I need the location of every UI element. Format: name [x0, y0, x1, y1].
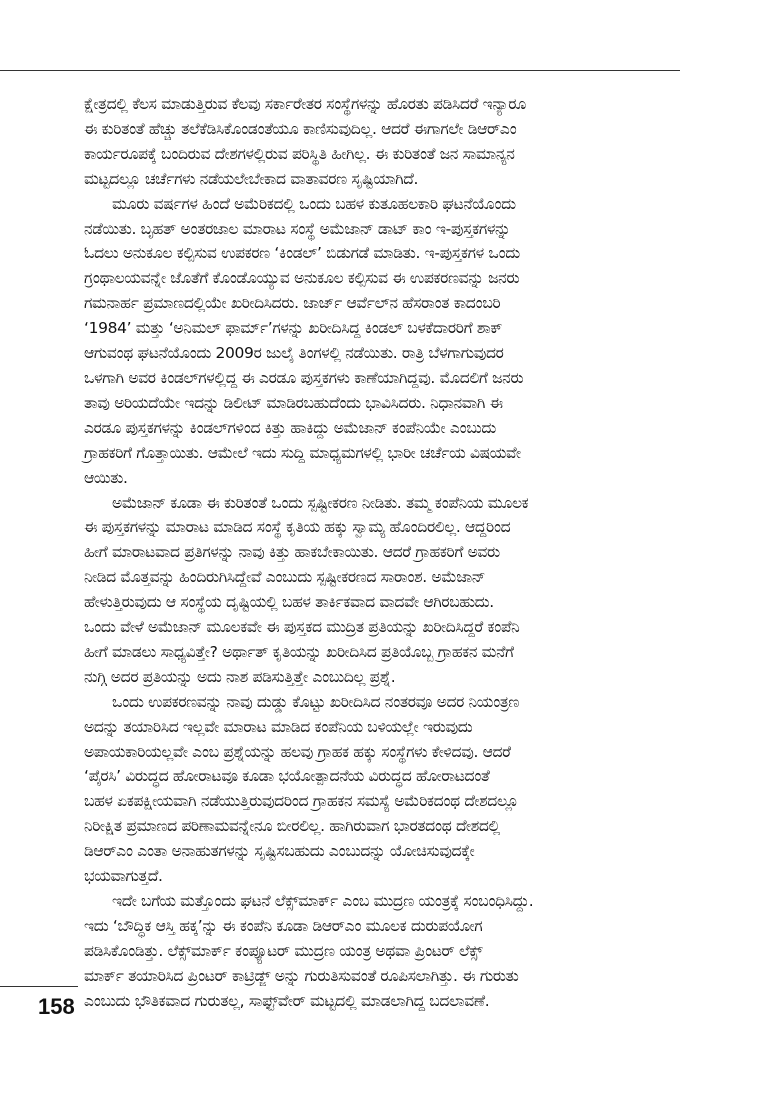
text-line: ಹೇಳುತ್ತಿರುವುದು ಆ ಸಂಸ್ಥೆಯ ದೃಷ್ಟಿಯಲ್ಲಿ ಬಹಳ ತಾರ್ಕಿಕವಾದ ವಾದವೇ ಆಗಿರಬಹುದು.	[84, 593, 494, 612]
text-line: ಗಮನಾರ್ಹ ಪ್ರಮಾಣದಲ್ಲಿಯೇ ಖರೀದಿಸಿದರು. ಜಾರ್ಜ್ ಆರ್ವೆಲ್‌ನ ಹೆಸರಾಂತ ಕಾದಂಬರಿ	[84, 294, 501, 313]
text-line: ಈ ಕುರಿತಂತೆ ಹೆಚ್ಚು ತಲೆಕೆಡಿಸಿಕೊಂಡಂತೆಯೂ ಕಾಣಿಸುವುದಿಲ್ಲ. ಆದರೆ ಈಗಾಗಲೇ ಡಿಆರ್‌ಎಂ	[84, 119, 517, 138]
text-line: ಮಾರ್ಕ್ ತಯಾರಿಸಿದ ಪ್ರಿಂಟರ್ ಕಾಟ್ರಿಡ್ಜ್ ಅನ್ನು ಗುರುತಿಸುವಂತೆ ರೂಪಿಸಲಾಗಿತ್ತು. ಈ ಗುರುತು	[84, 966, 519, 985]
text-line: ಅಪಾಯಕಾರಿಯಲ್ಲವೇ ಎಂಬ ಪ್ರಶ್ನೆಯನ್ನು ಹಲವು ಗ್ರಾಹಕ ಹಕ್ಕು ಸಂಸ್ಥೆಗಳು ಕೇಳಿದವು. ಆದರೆ	[84, 742, 511, 761]
text-line: ಗ್ರಾಹಕರಿಗೆ ಗೊತ್ತಾಯಿತು. ಆಮೇಲೆ ಇದು ಸುದ್ದಿ ಮಾಧ್ಯಮಗಳಲ್ಲಿ ಭಾರೀ ಚರ್ಚೆಯ ವಿಷಯವೇ	[84, 443, 521, 462]
text-line: ಒಂದು ಉಪಕರಣವನ್ನು ನಾವು ದುಡ್ಡು ಕೊಟ್ಟು ಖರೀದಿಸಿದ ನಂತರವೂ ಅದರ ನಿಯಂತ್ರಣ	[112, 692, 520, 711]
text-line: ಗ್ರಂಥಾಲಯವನ್ನೇ ಜೊತೆಗೆ ಕೊಂಡೊಯ್ಯುವ ಅನುಕೂಲ ಕಲ್ಪಿಸುವ ಈ ಉಪಕರಣವನ್ನು ಜನರು	[84, 269, 520, 288]
text-line: ನಡೆಯಿತು. ಬೃಹತ್ ಅಂತರಜಾಲ ಮಾರಾಟ ಸಂಸ್ಥೆ ಅಮೆಜಾನ್ ಡಾಟ್ ಕಾಂ ಇ-ಪುಸ್ತಕಗಳನ್ನು	[84, 219, 511, 238]
text-line: ‘ಪೈರಸಿ’ ವಿರುದ್ಧದ ಹೋರಾಟವೂ ಕೂಡಾ ಭಯೋತ್ಪಾದನೆಯ ವಿರುದ್ಧದ ಹೋರಾಟದಂತೆ	[84, 767, 490, 786]
text-line: ಅದನ್ನು ತಯಾರಿಸಿದ ಇಲ್ಲವೇ ಮಾರಾಟ ಮಾಡಿದ ಕಂಪೆನಿಯ ಬಳಿಯಲ್ಲೇ ಇರುವುದು	[84, 717, 473, 736]
text-line: ಭಯವಾಗುತ್ತದೆ.	[84, 867, 163, 886]
text-line: ಬಹಳ ಏಕಪಕ್ಷೀಯವಾಗಿ ನಡೆಯುತ್ತಿರುವುದರಿಂದ ಗ್ರಾಹಕನ ಸಮಸ್ಯೆ ಅಮೆರಿಕದಂಥ ದೇಶದಲ್ಲೂ	[84, 792, 519, 811]
text-line: ಇದೇ ಬಗೆಯ ಮತ್ತೊಂದು ಘಟನೆ ಲೆಕ್ಸ್‌ಮಾರ್ಕ್ ಎಂಬ ಮುದ್ರಣ ಯಂತ್ರಕ್ಕೆ ಸಂಬಂಧಿಸಿದ್ದು.	[112, 892, 534, 910]
text-line: ಒಂದು ವೇಳೆ ಅಮೆಜಾನ್ ಮೂಲಕವೇ ಈ ಪುಸ್ತಕದ ಮುದ್ರಿತ ಪ್ರತಿಯನ್ನು ಖರೀದಿಸಿದ್ದರೆ ಕಂಪೆನಿ	[84, 618, 520, 637]
text-line: ಎಂಬುದು ಭೌತಿಕವಾದ ಗುರುತಲ್ಲ, ಸಾಫ್ಟ್‌ವೇರ್ ಮಟ್ಟದಲ್ಲಿ ಮಾಡಲಾಗಿದ್ದ ಬದಲಾವಣೆ.	[84, 991, 490, 1010]
text-line: ‘1984’ ಮತ್ತು ‘ಅನಿಮಲ್ ಫಾರ್ಮ್’ಗಳನ್ನು ಖರೀದಿಸಿದ್ದ ಕಿಂಡಲ್ ಬಳಕೆದಾರರಿಗೆ ಶಾಕ್	[84, 319, 503, 338]
paragraph	[84, 92, 692, 192]
top-rule	[0, 70, 680, 71]
text-line: ಡಿಆರ್‌ಎಂ ಎಂತಾ ಅನಾಹುತಗಳನ್ನು ಸೃಷ್ಟಿಸಬಹುದು ಎಂಬುದನ್ನು ಯೋಚಿಸುವುದಕ್ಕೇ	[84, 842, 475, 861]
text-line: ನುಗ್ಗಿ ಅದರ ಪ್ರತಿಯನ್ನು ಅದು ನಾಶ ಪಡಿಸುತ್ತಿತ್ತೇ ಎಂಬುದಿಲ್ಲ ಪ್ರಶ್ನೆ.	[84, 667, 396, 686]
text-line: ಒಳಗಾಗಿ ಅವರ ಕಿಂಡಲ್‌ಗಳಲ್ಲಿದ್ದ ಈ ಎರಡೂ ಪುಸ್ತಕಗಳು ಕಾಣೆಯಾಗಿದ್ದವು. ಮೊದಲಿಗೆ ಜನರು	[84, 368, 524, 387]
text-line: ಇದು ‘ಬೌದ್ಧಿಕ ಆಸ್ತಿ ಹಕ್ಕ’ನ್ನು ಈ ಕಂಪೆನಿ ಕೂಡಾ ಡಿಆರ್‌ಎಂ ಮೂಲಕ ದುರುಪಯೋಗ	[84, 916, 483, 935]
text-line: ಆಗುವಂಥ ಘಟನೆಯೊಂದು 2009ರ ಜುಲೈ ತಿಂಗಳಲ್ಲಿ ನಡೆಯಿತು. ರಾತ್ರಿ ಬೆಳಗಾಗುವುದರ	[84, 344, 504, 363]
text-line: ಹೀಗೆ ಮಾರಾಟವಾದ ಪ್ರತಿಗಳನ್ನು ನಾವು ಕಿತ್ತು ಹಾಕಬೇಕಾಯಿತು. ಆದರೆ ಗ್ರಾಹಕರಿಗೆ ಅವರು	[84, 543, 500, 562]
text-line: ಅಮೆಜಾನ್ ಕೂಡಾ ಈ ಕುರಿತಂತೆ ಒಂದು ಸ್ಪಷ್ಟೀಕರಣ ನೀಡಿತು. ತಮ್ಮ ಕಂಪೆನಿಯ ಮೂಲಕ	[112, 493, 529, 512]
page-number: 158	[38, 994, 75, 1019]
text-line: ಈ ಪುಸ್ತಕಗಳನ್ನು ಮಾರಾಟ ಮಾಡಿದ ಸಂಸ್ಥೆ ಕೃತಿಯ ಹಕ್ಕು ಸ್ವಾಮ್ಯ ಹೊಂದಿರಲಿಲ್ಲ. ಆದ್ದರಿಂದ	[84, 518, 511, 537]
text-line: ಕಾರ್ಯರೂಪಕ್ಕೆ ಬಂದಿರುವ ದೇಶಗಳಲ್ಲಿರುವ ಪರಿಸ್ಥಿತಿ ಹೀಗಿಲ್ಲ. ಈ ಕುರಿತಂತೆ ಜನ ಸಾಮಾನ್ಯನ	[84, 144, 515, 163]
text-line: ಓದಲು ಅನುಕೂಲ ಕಲ್ಪಿಸುವ ಉಪಕರಣ ‘ಕಿಂಡಲ್’ ಬಿಡುಗಡೆ ಮಾಡಿತು. ಇ-ಪುಸ್ತಕಗಳ ಒಂದು	[84, 244, 520, 263]
paragraph	[84, 491, 692, 690]
text-line: ನೀಡಿದ ಮೊತ್ತವನ್ನು ಹಿಂದಿರುಗಿಸಿದ್ದೇವೆ ಎಂಬುದು ಸ್ಪಷ್ಟೀಕರಣದ ಸಾರಾಂಶ. ಅಮೆಜಾನ್	[84, 568, 486, 587]
page-number-rule	[0, 986, 78, 987]
text-line: ಹೀಗೆ ಮಾಡಲು ಸಾಧ್ಯವಿತ್ತೇ? ಅರ್ಥಾತ್ ಕೃತಿಯನ್ನು ಖರೀದಿಸಿದ ಪ್ರತಿಯೊಬ್ಬ ಗ್ರಾಹಕನ ಮನೆಗೆ	[84, 642, 514, 661]
text-line: ಪಡಿಸಿಕೊಂಡಿತ್ತು. ಲೆಕ್ಸ್‌ಮಾರ್ಕ್ ಕಂಪ್ಯೂಟರ್ ಮುದ್ರಣ ಯಂತ್ರ ಅಥವಾ ಪ್ರಿಂಟರ್ ಲೆಕ್ಸ್	[84, 941, 483, 960]
text-line: ಎರಡೂ ಪುಸ್ತಕಗಳನ್ನು ಕಿಂಡಲ್‌ಗಳಿಂದ ಕಿತ್ತು ಹಾಕಿದ್ದು ಅಮೆಜಾನ್ ಕಂಪೆನಿಯೇ ಎಂಬುದು	[84, 418, 496, 437]
text-line: ನಿರೀಕ್ಷಿತ ಪ್ರಮಾಣದ ಪರಿಣಾಮವನ್ನೇನೂ ಬೀರಲಿಲ್ಲ. ಹಾಗಿರುವಾಗ ಭಾರತದಂಥ ದೇಶದಲ್ಲಿ	[84, 817, 500, 836]
paragraph	[84, 192, 692, 491]
text-line: ಮಟ್ಟದಲ್ಲೂ ಚರ್ಚೆಗಳು ನಡೆಯಲೇಬೇಕಾದ ವಾತಾವರಣ ಸೃಷ್ಟಿಯಾಗಿದೆ.	[84, 169, 419, 188]
text-line: ಮೂರು ವರ್ಷಗಳ ಹಿಂದೆ ಅಮೆರಿಕದಲ್ಲಿ ಒಂದು ಬಹಳ ಕುತೂಹಲಕಾರಿ ಘಟನೆಯೊಂದು	[112, 194, 516, 213]
text-line: ಕ್ಷೇತ್ರದಲ್ಲಿ ಕೆಲಸ ಮಾಡುತ್ತಿರುವ ಕೆಲವು ಸರ್ಕಾರೇತರ ಸಂಸ್ಥೆಗಳನ್ನು ಹೊರತು ಪಡಿಸಿದರೆ ಇನ್ಯಾರೂ	[84, 95, 526, 113]
paragraph	[84, 690, 692, 889]
text-line: ಆಯಿತು.	[84, 468, 128, 487]
paragraph	[84, 889, 692, 1014]
text-line: ತಾವು ಅರಿಯದೆಯೇ ಇದನ್ನು ಡಿಲೀಟ್ ಮಾಡಿರಬಹುದೆಂದು ಭಾವಿಸಿದರು. ನಿಧಾನವಾಗಿ ಈ	[84, 393, 503, 412]
body-text	[84, 92, 692, 1014]
